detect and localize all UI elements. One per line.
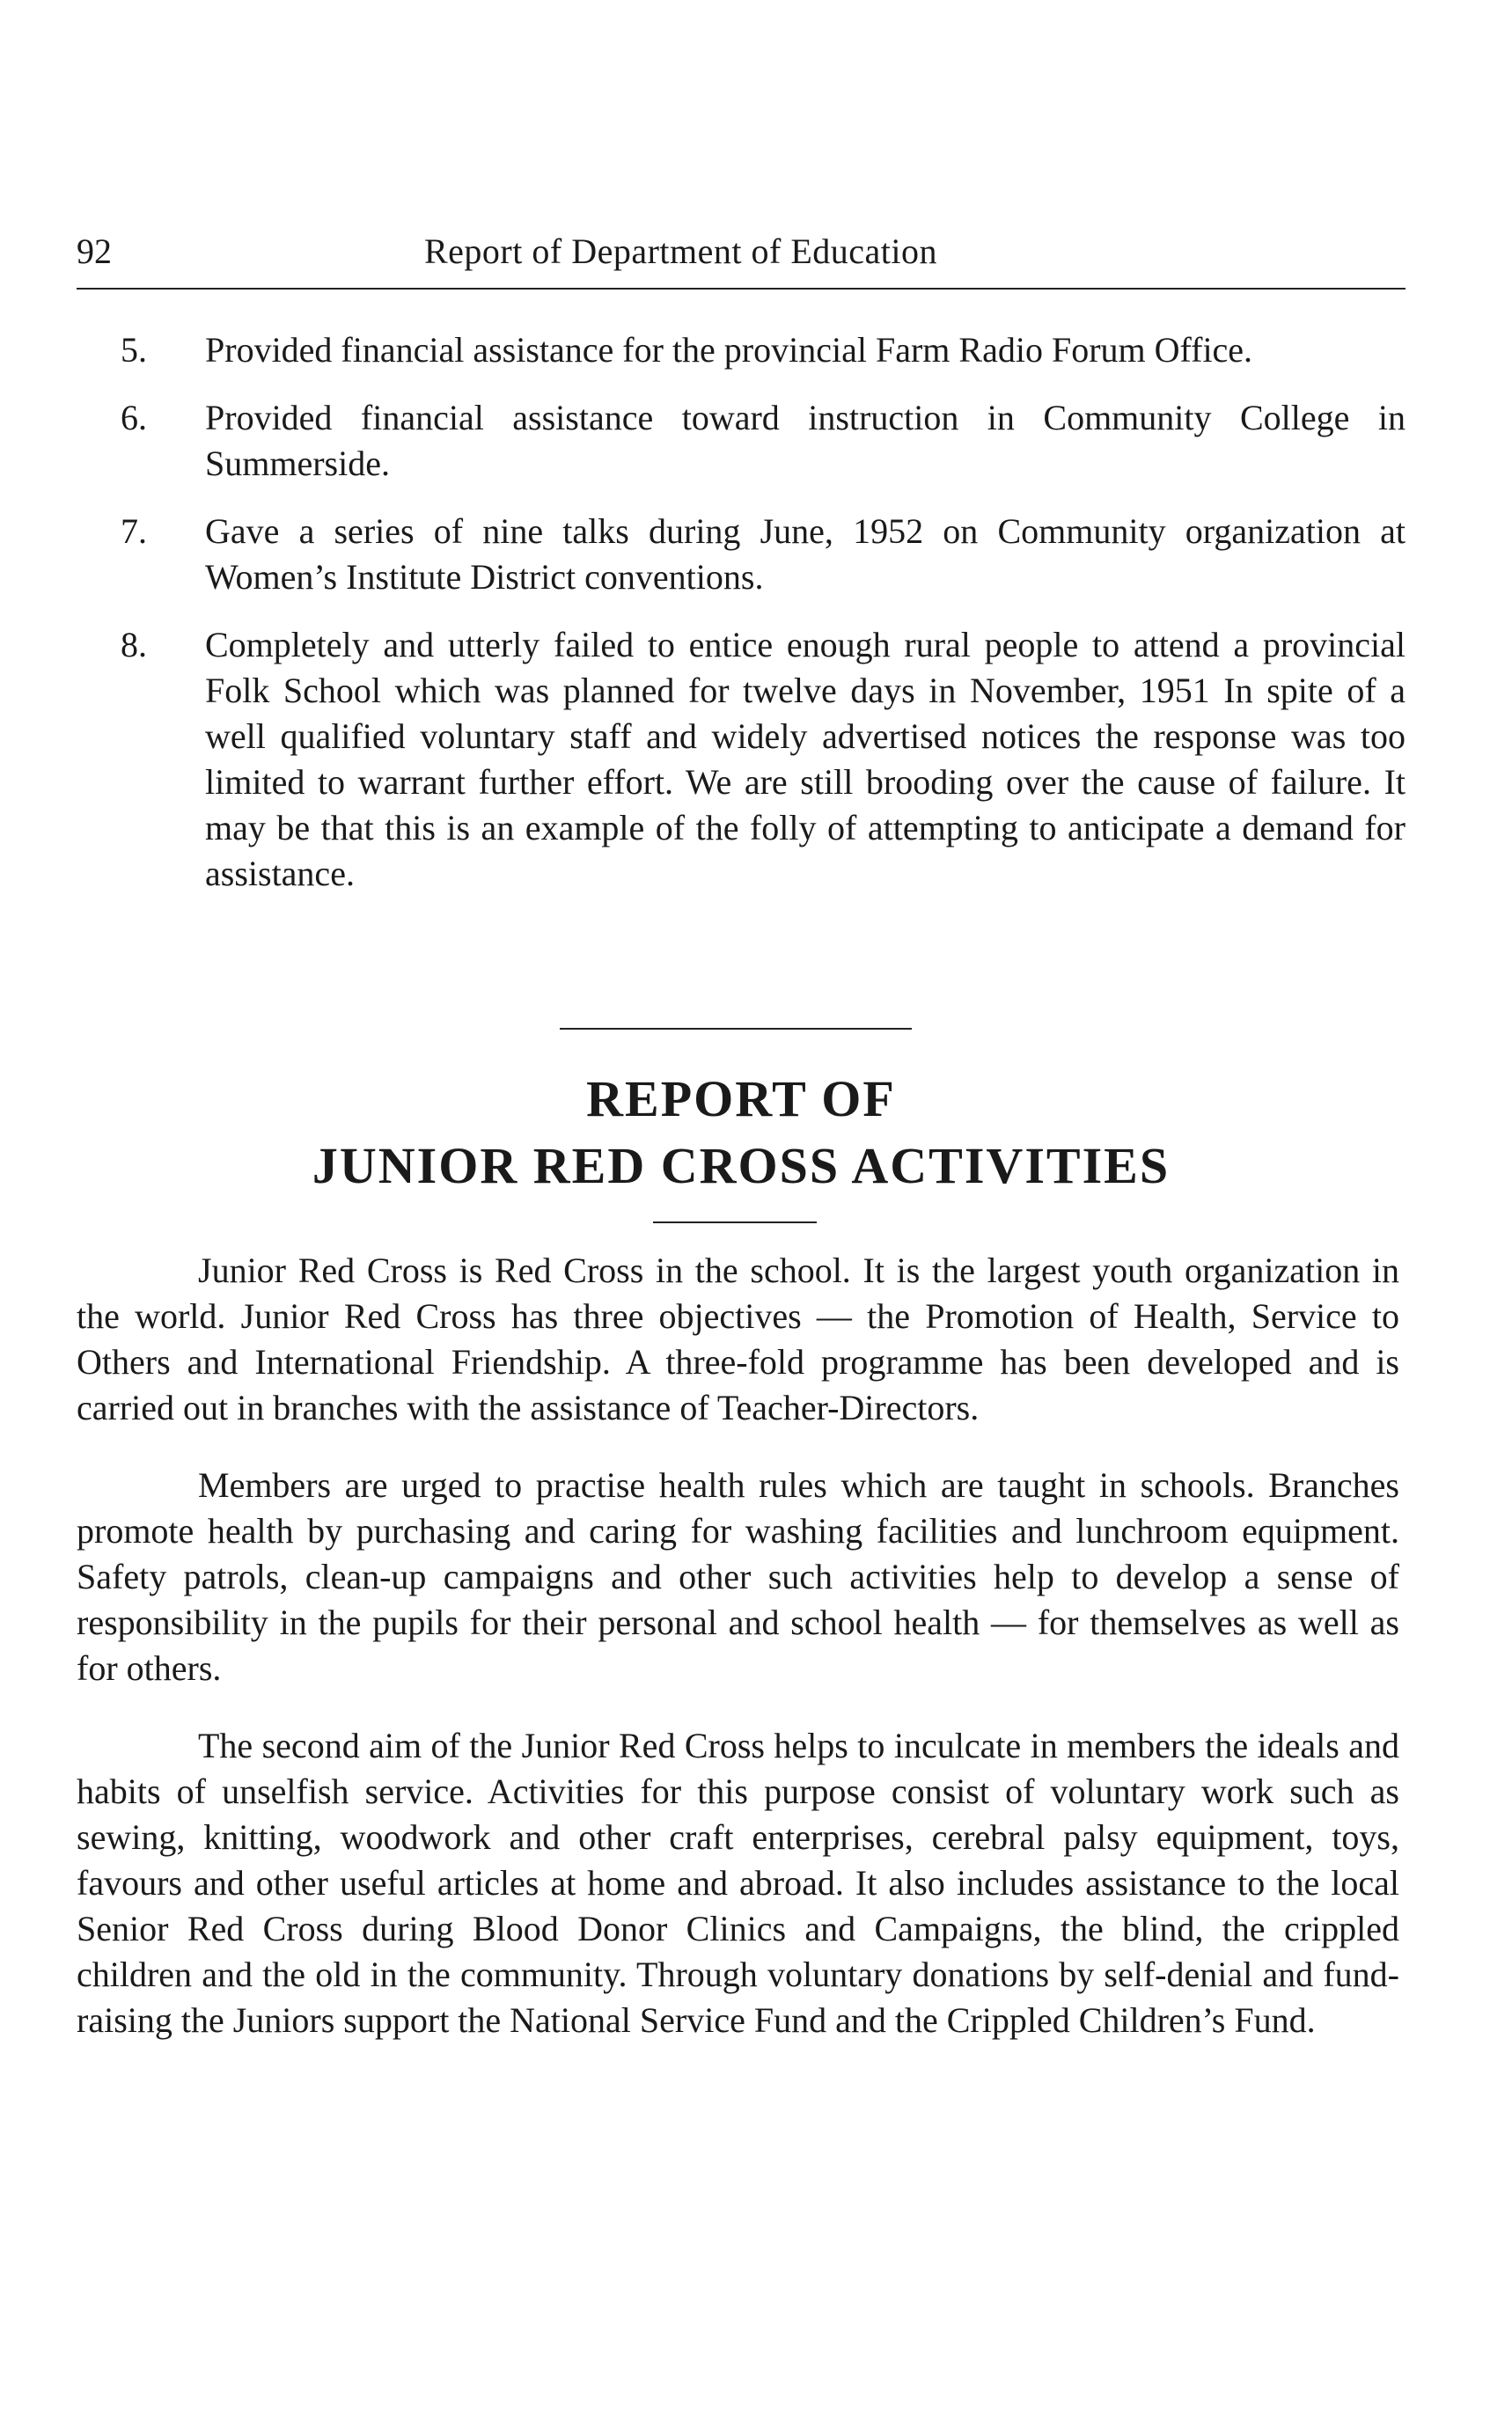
section-heading-line-1: REPORT OF	[586, 1070, 896, 1127]
list-item-number: 7.	[121, 511, 147, 551]
running-title: Report of Department of Education	[424, 231, 937, 271]
list-item-text: Gave a series of nine talks during June, 1952 on Community organization at Women’s Institute District conventions.	[205, 511, 1406, 597]
list-item	[121, 327, 1406, 373]
list-item-text: Provided financial assistance toward instruction in Community College in Summerside.	[205, 398, 1406, 483]
section-divider-bottom	[653, 1221, 817, 1223]
page-number: 92	[77, 231, 112, 271]
section-body	[77, 1248, 1399, 2075]
list-item-text: Provided financial assistance for the provincial Farm Radio Forum Office.	[205, 330, 1253, 370]
paragraph: Members are urged to practise health rules which are taught in schools. Branches promote health by purchasing and caring for washing facilities and lunchroom equipment. Safety patrols, clean-up campaigns and other such activities help to develop a sense of responsibility in the pupils for their personal and school health — for themselves as well as for others.	[77, 1465, 1399, 1688]
running-header	[77, 231, 1406, 283]
list-item-number: 5.	[121, 330, 147, 370]
list-item-number: 6.	[121, 398, 147, 437]
list-item	[121, 622, 1406, 897]
section-divider-top	[560, 1028, 912, 1030]
paragraph: The second aim of the Junior Red Cross helps to inculcate in members the ideals and habits of unselfish service. Activities for this purpose consist of voluntary work such as sewing, knitting, woodwork and other craft enterprises, cerebral palsy equipment, toys, favours and other useful articles at home and abroad. It also includes assistance to the local Senior Red Cross during Blood Donor Clinics and Campaigns, the blind, the crippled children and the old in the community. Through voluntary donations by self-denial and fund-raising the Juniors support the National Service Fund and the Crippled Children’s Fund.	[77, 1726, 1399, 2040]
paragraph: Junior Red Cross is Red Cross in the school. It is the largest youth organization in the world. Junior Red Cross has three objectives — the Promotion of Health, Service to Others and International Friendship. A three-fold programme has been developed and is carried out in branches with the assistance of Teacher-Directors.	[77, 1251, 1399, 1427]
list-item	[121, 395, 1406, 487]
numbered-list	[121, 327, 1406, 919]
list-item	[121, 509, 1406, 600]
list-item-text: Completely and utterly failed to entice enough rural people to attend a provincial Folk School which was planned for twelve days in November, 1951 In spite of a well qualified voluntary staff and widely advertised notices the response was too limited to warrant further effort. We are still brooding over the cause of failure. It may be that this is an example of the folly of attempting to anticipate a demand for assistance.	[205, 625, 1406, 893]
header-rule	[77, 288, 1406, 290]
section-heading-line-2: JUNIOR RED CROSS ACTIVITIES	[312, 1137, 1171, 1194]
list-item-number: 8.	[121, 625, 147, 664]
